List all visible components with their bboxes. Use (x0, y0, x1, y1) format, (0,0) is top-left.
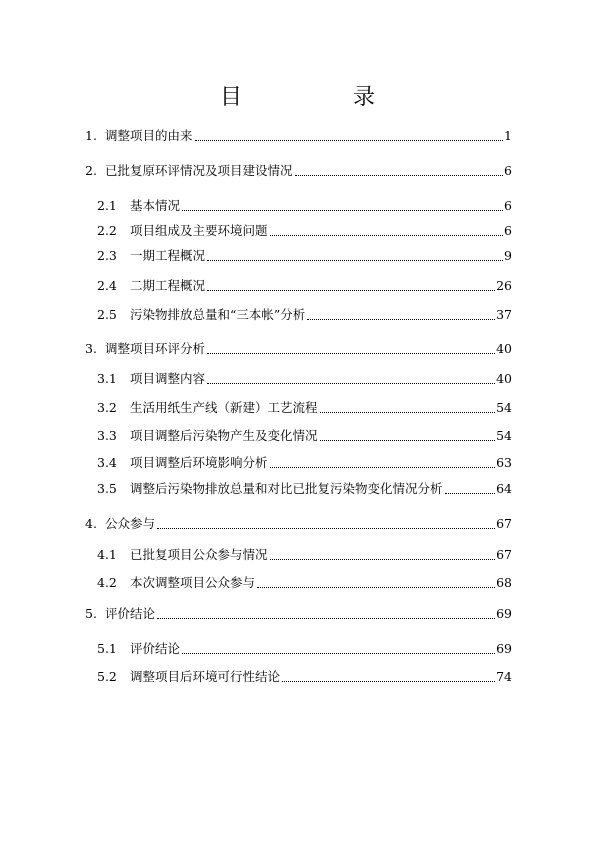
toc-entry-number: 3.3 (97, 428, 117, 443)
toc-entry-number: 3.4 (97, 455, 117, 470)
toc-entry[interactable] (85, 575, 512, 591)
toc-entry-page-number: 54 (496, 428, 512, 443)
toc-entry[interactable] (85, 428, 512, 444)
toc-entry-title: 调整项目环评分析 (105, 341, 206, 356)
toc-entry-number: 4. (85, 516, 97, 531)
toc-entry-number: 2.2 (97, 223, 117, 238)
toc-entry-page-number: 6 (504, 198, 512, 213)
toc-leader-dots (270, 455, 496, 468)
toc-entry-number: 5.2 (97, 669, 117, 684)
toc-entry-number: 5.1 (97, 641, 117, 656)
toc-entry-title: 评价结论 (130, 641, 181, 656)
toc-entry[interactable] (85, 669, 512, 685)
toc-entry-page-number: 67 (496, 547, 512, 562)
toc-leader-dots (320, 400, 496, 413)
toc-entry[interactable] (85, 371, 512, 387)
toc-entry-title: 调整项目后环境可行性结论 (130, 669, 281, 684)
toc-entry-number: 2.5 (97, 307, 117, 322)
toc-leader-dots (207, 371, 495, 384)
toc-entry[interactable] (85, 248, 512, 264)
toc-leader-dots (207, 341, 495, 354)
toc-entry-page-number: 6 (504, 163, 512, 178)
toc-leader-dots (270, 223, 504, 236)
toc-entry[interactable] (85, 307, 512, 323)
toc-entry-title: 二期工程概况 (130, 278, 206, 293)
toc-entry-page-number: 67 (496, 516, 512, 531)
toc-entry-page-number: 68 (496, 575, 512, 590)
toc-entry[interactable] (85, 455, 512, 471)
toc-leader-dots (157, 606, 495, 619)
toc-entry-page-number: 69 (496, 606, 512, 621)
toc-entry-number: 4.2 (97, 575, 117, 590)
toc-leader-dots (320, 428, 496, 441)
toc-entry-page-number: 40 (496, 371, 512, 386)
toc-entry-page-number: 6 (504, 223, 512, 238)
toc-entry[interactable] (85, 163, 512, 179)
toc-entry-number: 2.1 (97, 198, 117, 213)
toc-entry-number: 1. (85, 128, 97, 143)
toc-entry-number: 2. (85, 163, 97, 178)
toc-entry-page-number: 9 (504, 248, 512, 263)
toc-entry[interactable] (85, 481, 512, 497)
toc-entry-title: 污染物排放总量和“三本帐”分析 (130, 307, 306, 322)
toc-entry-number: 5. (85, 606, 97, 621)
toc-entry-page-number: 74 (496, 669, 512, 684)
toc-entry-number: 2.4 (97, 278, 117, 293)
toc-entry-title: 评价结论 (105, 606, 156, 621)
toc-leader-dots (307, 307, 495, 320)
toc-entry-title: 项目调整内容 (130, 371, 206, 386)
toc-entry-page-number: 40 (496, 341, 512, 356)
toc-entry-title: 调整后污染物排放总量和对比已批复污染物变化情况分析 (130, 481, 443, 496)
toc-leader-dots (207, 248, 503, 261)
toc-entry[interactable] (85, 128, 512, 144)
toc-entry-title: 已批复项目公众参与情况 (130, 547, 268, 562)
toc-entry-page-number: 69 (496, 641, 512, 656)
toc-entry[interactable] (85, 606, 512, 622)
toc-entry-page-number: 1 (504, 128, 512, 143)
toc-entry[interactable] (85, 516, 512, 532)
toc-entry-number: 4.1 (97, 547, 117, 562)
toc-entry[interactable] (85, 641, 512, 657)
toc-leader-dots (182, 198, 503, 211)
toc-entry-title: 公众参与 (105, 516, 156, 531)
toc-entry[interactable] (85, 223, 512, 239)
toc-leader-dots (195, 128, 504, 141)
toc-leader-dots (257, 575, 495, 588)
toc-entry-title: 一期工程概况 (130, 248, 206, 263)
toc-entry-page-number: 54 (496, 400, 512, 415)
toc-entry-title: 项目组成及主要环境问题 (130, 223, 268, 238)
toc-entry-page-number: 26 (496, 278, 512, 293)
toc-entry-title: 本次调整项目公众参与 (130, 575, 256, 590)
toc-entry-number: 3. (85, 341, 97, 356)
toc-entry-title: 项目调整后污染物产生及变化情况 (130, 428, 318, 443)
toc-entry-title: 调整项目的由来 (105, 128, 193, 143)
toc-leader-dots (270, 547, 496, 560)
toc-entry[interactable] (85, 547, 512, 563)
toc-entry-page-number: 63 (496, 455, 512, 470)
toc-entry[interactable] (85, 341, 512, 357)
toc-entry-title: 项目调整后环境影响分析 (130, 455, 268, 470)
toc-leader-dots (182, 641, 495, 654)
toc-leader-dots (445, 481, 496, 494)
toc-entry[interactable] (85, 198, 512, 214)
toc-entry-number: 3.5 (97, 481, 117, 496)
toc-entry-title: 生活用纸生产线（新建）工艺流程 (130, 400, 318, 415)
toc-entry-number: 3.2 (97, 400, 117, 415)
toc-entry-number: 2.3 (97, 248, 117, 263)
toc-entry-title: 基本情况 (130, 198, 181, 213)
toc-leader-dots (207, 278, 495, 291)
toc-entry-number: 3.1 (97, 371, 117, 386)
toc-leader-dots (282, 669, 495, 682)
toc-entry-title: 已批复原环评情况及项目建设情况 (105, 163, 293, 178)
toc-entry[interactable] (85, 400, 512, 416)
toc-entry-page-number: 37 (496, 307, 512, 322)
toc-leader-dots (157, 516, 495, 529)
toc-entry[interactable] (85, 278, 512, 294)
toc-leader-dots (295, 163, 504, 176)
toc-entry-page-number: 64 (496, 481, 512, 496)
page-title: 目 录 (220, 85, 427, 110)
